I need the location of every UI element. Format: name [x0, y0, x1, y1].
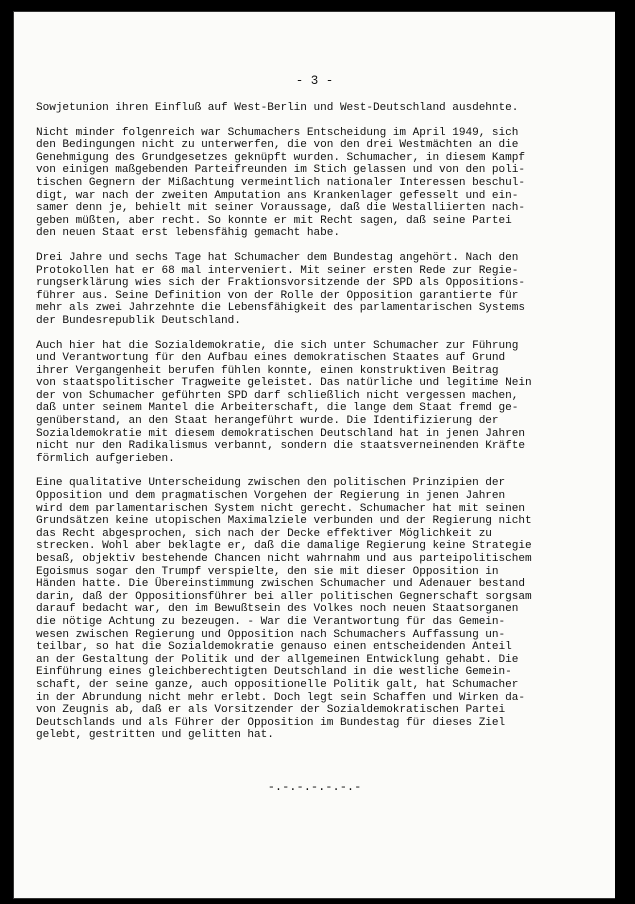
text-line: förmlich aufgerieben.: [36, 452, 175, 465]
text-line: daß unter seinem Mantel die Arbeiterschaft, die lange dem Staat fremd ge-: [36, 402, 519, 415]
text-line: darin, daß der Oppositionsführer bei aller politischen Gegnerschaft sorgsam: [36, 590, 532, 603]
document-page: [14, 12, 615, 898]
text-line: Händen hatte. Die Übereinstimmung zwischen Schumacher und Adenauer bestand: [36, 578, 525, 591]
text-line: Nicht minder folgenreich war Schumachers Entscheidung im April 1949, sich: [36, 126, 519, 139]
text-line: von staatspolitischer Tragweite geleistet. Das natürliche und legitime Nein: [36, 377, 532, 390]
text-line: Opposition und dem pragmatischen Vorgehen der Regierung in jenen Jahren: [36, 490, 506, 503]
text-line: strecken. Wohl aber beklagte er, daß die damalige Regierung keine Strategie: [36, 540, 532, 553]
text-line: Sozialdemokratie mit diesem demokratischen Deutschland hat in jenen Jahren: [36, 427, 525, 440]
paragraph: [36, 127, 596, 240]
paragraph: [36, 340, 596, 466]
text-line: der von Schumacher geführten SPD darf schließlich nicht vergessen machen,: [36, 389, 519, 402]
text-line: von einigen maßgebenden Parteifreunden im Stich gelassen und von den poli-: [36, 164, 525, 177]
text-line: darauf bedacht war, den im Bewußtsein des Volkes noch neuen Staatsorganen: [36, 603, 519, 616]
text-line: Sowjetunion ihren Einfluß auf West-Berlin und West-Deutschland ausdehnte.: [36, 102, 519, 114]
page-number: - 3 -: [295, 74, 334, 88]
text-line: mehr als zwei Jahrzehnte die Lebensfähigkeit des parlamentarischen Systems: [36, 302, 525, 315]
text-line: Deutschlands und als Führer der Opposition im Bundestag für dieses Ziel: [36, 716, 506, 729]
text-line: wird dem parlamentarischen System nicht gerecht. Schumacher hat mit seinen: [36, 502, 525, 515]
text-line: führer aus. Seine Definition von der Rolle der Opposition garantierte für: [36, 289, 519, 302]
text-line: nicht nur den Radikalismus verbannt, sondern die staatsverneinenden Kräfte: [36, 440, 525, 453]
text-line: Drei Jahre und sechs Tage hat Schumacher dem Bundestag angehört. Nach den: [36, 251, 519, 264]
scan-border: [615, 0, 635, 904]
text-line: Eine qualitative Unterscheidung zwischen den politischen Prinzipien der: [36, 477, 506, 490]
text-line: ihrer Vergangenheit berufen fühlen konnte, einen konstruktiven Beitrag: [36, 364, 499, 377]
text-line: den neuen Staat erst lebensfähig gemacht habe.: [36, 227, 340, 240]
text-line: genüberstand, an den Staat herangeführt wurde. Die Identifizierung der: [36, 415, 499, 428]
paragraph: [36, 102, 596, 115]
text-line: teilbar, so hat die Sozialdemokratie genauso einen entscheidenden Anteil: [36, 641, 512, 654]
paragraph: [36, 252, 596, 328]
text-line: Grundsätzen keine utopischen Maximalziele verbunden und der Regierung nicht: [36, 515, 532, 528]
closing-separator: -.-.-.-.-.-.-: [267, 780, 362, 794]
text-line: Protokollen hat er 68 mal interveniert. Mit seiner ersten Rede zur Regie-: [36, 264, 519, 277]
text-line: an der Gestaltung der Politik und der allgemeinen Entwicklung gehabt. Die: [36, 653, 519, 666]
text-line: und Verantwortung für den Aufbau eines demokratischen Staates auf Grund: [36, 352, 506, 365]
text-line: in der Abrundung nicht mehr erlebt. Doch legt sein Schaffen und Wirken da-: [36, 691, 525, 704]
text-line: Egoismus sogar den Trumpf verspielte, den sie mit dieser Opposition in: [36, 565, 499, 578]
text-line: das Recht abgesprochen, sich nach der Decke effektiver Möglichkeit zu: [36, 527, 492, 540]
text-line: besaß, objektiv bestehende Chancen nicht wahrnahm und aus parteipolitischem: [36, 553, 532, 565]
text-line: Genehmigung des Grundgesetzes geknüpft wurden. Schumacher, in diesem Kampf: [36, 151, 525, 164]
text-line: rungserklärung wies sich der Fraktionsvorsitzende der SPD als Oppositions-: [36, 277, 525, 290]
text-line: geben müßten, aber recht. So konnte er mit Recht sagen, daß seine Partei: [36, 214, 512, 227]
text-line: die nötige Achtung zu bezeugen. - War die Verantwortung für das Gemein-: [36, 615, 506, 628]
text-line: von Zeugnis ab, daß er als Vorsitzender der Sozialdemokratischen Partei: [36, 704, 506, 717]
text-line: wesen zwischen Regierung und Opposition nach Schumachers Auffassung un-: [36, 628, 506, 641]
text-line: gelebt, gestritten und gelitten hat.: [36, 729, 274, 742]
text-line: Einführung eines gleichberechtigten Deutschland in die westliche Gemein-: [36, 666, 512, 679]
text-line: digt, war nach der zweiten Amputation ans Krankenlager gefesselt und ein-: [36, 189, 519, 202]
text-line: den Bedingungen nicht zu unterwerfen, die von den drei Westmächten an die: [36, 139, 519, 152]
text-line: der Bundesrepublik Deutschland.: [36, 314, 241, 327]
paragraph: [36, 477, 596, 741]
text-line: schaft, der seine ganze, auch oppositionelle Politik galt, hat Schumacher: [36, 678, 519, 691]
document-body: [36, 102, 596, 754]
text-line: tischen Gegnern der Mißachtung vermeintlich nationaler Interessen beschul-: [36, 176, 525, 189]
text-line: samer denn je, behielt mit seiner Voraussage, daß die Westalliierten nach-: [36, 202, 525, 215]
text-line: Auch hier hat die Sozialdemokratie, die sich unter Schumacher zur Führung: [36, 339, 519, 352]
